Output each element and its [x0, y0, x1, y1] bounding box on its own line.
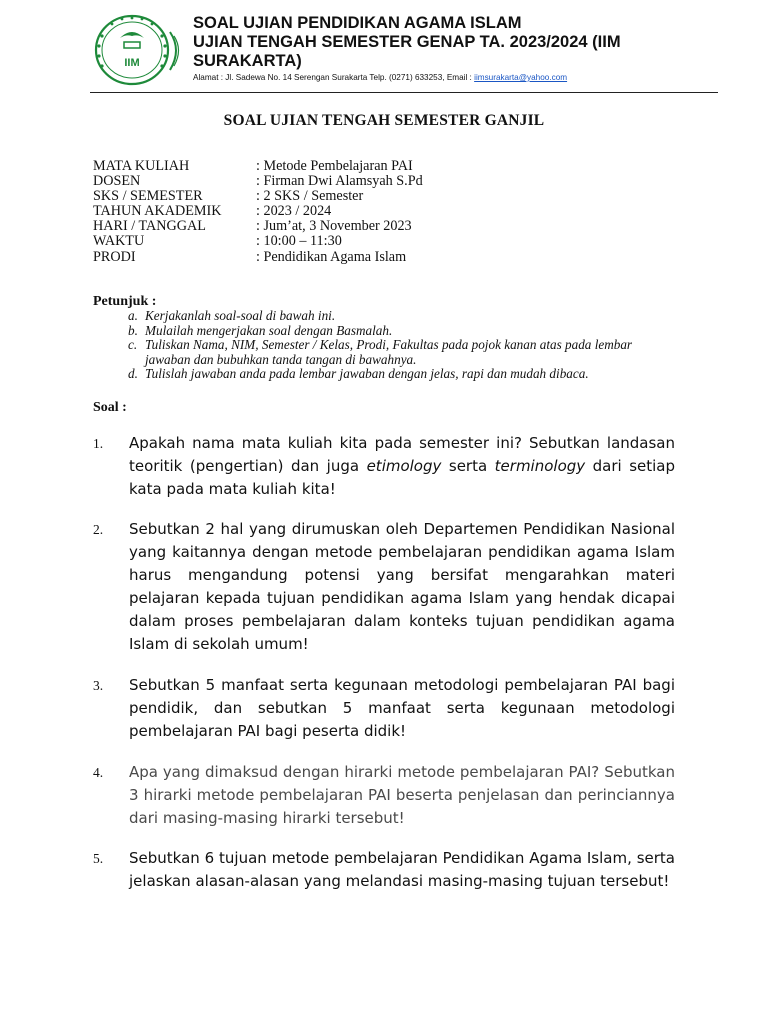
instruction-item [128, 338, 676, 367]
info-value: : Metode Pembelajaran PAI [256, 158, 413, 174]
instruction-item [128, 324, 676, 339]
question-item [93, 847, 678, 893]
info-row [93, 204, 423, 219]
info-key: HARI / TANGGAL [93, 218, 206, 235]
info-value: : Jum’at, 3 November 2023 [256, 218, 412, 235]
question-text-part: Apakah nama mata kuliah kita pada semester ini? Sebutkan landasan teoritik (pengertian) dan juga [129, 434, 675, 475]
info-key: MATA KULIAH [93, 158, 190, 174]
instructions-list [128, 309, 676, 382]
email-link[interactable]: iimsurakarta@yahoo.com [474, 73, 568, 82]
header-line-1: SOAL UJIAN PENDIDIKAN AGAMA ISLAM [193, 14, 522, 32]
question-italic-term: terminology [494, 457, 586, 475]
question-number: 3. [93, 678, 104, 693]
info-row [93, 234, 423, 249]
instruction-item [128, 367, 676, 382]
info-value: : Firman Dwi Alamsyah S.Pd [256, 173, 423, 190]
course-info [93, 159, 423, 265]
instruction-text: Tulislah jawaban anda pada lembar jawaban dengan jelas, rapi dan mudah dibaca. [145, 366, 589, 382]
question-number: 2. [93, 522, 104, 537]
question-text-part: serta [441, 457, 495, 475]
info-value: : Pendidikan Agama Islam [256, 248, 407, 265]
instruction-text: Mulailah mengerjakan soal dengan Basmalah. [145, 322, 393, 338]
info-value: : 10:00 – 11:30 [256, 233, 342, 250]
question-text [129, 432, 675, 501]
question-item [93, 761, 678, 830]
address-text: Alamat : Jl. Sadewa No. 14 Serengan Surakarta Telp. (0271) 633253, Email : [193, 73, 475, 82]
question-text: Apa yang dimaksud dengan hirarki metode pembelajaran PAI? Sebutkan 3 hirarki metode pembelajaran PAI beserta penjelasan dan perinciannya dari masing-masing hirarki tersebut! [129, 763, 675, 827]
instructions-heading: Petunjuk : [93, 294, 157, 309]
question-text: Sebutkan 5 manfaat serta kegunaan metodologi pembelajaran PAI bagi pendidik, dan sebutkan 5 manfaat serta kegunaan metodologi pembelajaran PAI bagi peserta didik! [129, 676, 675, 740]
question-text: Sebutkan 2 hal yang dirumuskan oleh Departemen Pendidikan Nasional yang kaitannya dengan metode pembelajaran pendidikan agama Islam harus mengandung potensi yang bersifat mengarahkan materi pelajaran kepada tujuan pendidikan agama Islam yang hendak dicapai dalam proses pembelajaran dalam konteks tujuan pendidikan agama Islam di sekolah umum! [129, 520, 675, 653]
instruction-text: Tuliskan Nama, NIM, Semester / Kelas, Prodi, Fakultas pada pojok kanan atas pada lembar jawaban dan bubuhkan tanda tangan di bawahnya. [145, 337, 633, 367]
info-row [93, 159, 423, 174]
question-number: 5. [93, 851, 104, 866]
logo-text: IIM [124, 57, 140, 69]
info-key: TAHUN AKADEMIK [93, 203, 222, 220]
instruction-marker: c. [128, 337, 138, 353]
info-row [93, 219, 423, 234]
info-key: DOSEN [93, 173, 141, 190]
question-item [93, 432, 678, 501]
question-text: Sebutkan 6 tujuan metode pembelajaran Pendidikan Agama Islam, serta jelaskan alasan-alasan yang melandasi masing-masing tujuan tersebut! [129, 849, 675, 890]
info-key: PRODI [93, 248, 136, 265]
letterhead [193, 14, 733, 82]
instruction-marker: b. [128, 322, 138, 338]
info-row [93, 250, 423, 265]
question-text-part: dari setiap kata pada mata kuliah kita! [129, 457, 675, 498]
question-italic-term: etimology [366, 457, 442, 475]
info-row [93, 189, 423, 204]
instruction-marker: a. [128, 308, 138, 323]
header-address [193, 73, 733, 82]
question-number: 4. [93, 765, 104, 780]
info-value: : 2023 / 2024 [256, 203, 332, 220]
document-title: SOAL UJIAN TENGAH SEMESTER GANJIL [223, 112, 545, 129]
institution-logo [90, 12, 186, 88]
question-item [93, 674, 678, 743]
info-row [93, 174, 423, 189]
info-key: WAKTU [93, 233, 145, 250]
header-line-2: UJIAN TENGAH SEMESTER GENAP TA. 2023/2024 (IIM SURAKARTA) [193, 33, 621, 70]
question-number: 1. [93, 436, 104, 451]
instruction-text: Kerjakanlah soal-soal di bawah ini. [145, 308, 336, 323]
info-value: : 2 SKS / Semester [256, 188, 364, 205]
instruction-marker: d. [128, 366, 138, 382]
question-item [93, 518, 678, 656]
questions-heading: Soal : [93, 400, 127, 415]
info-key: SKS / SEMESTER [93, 188, 203, 205]
header-divider [90, 92, 718, 93]
instruction-item [128, 309, 676, 324]
